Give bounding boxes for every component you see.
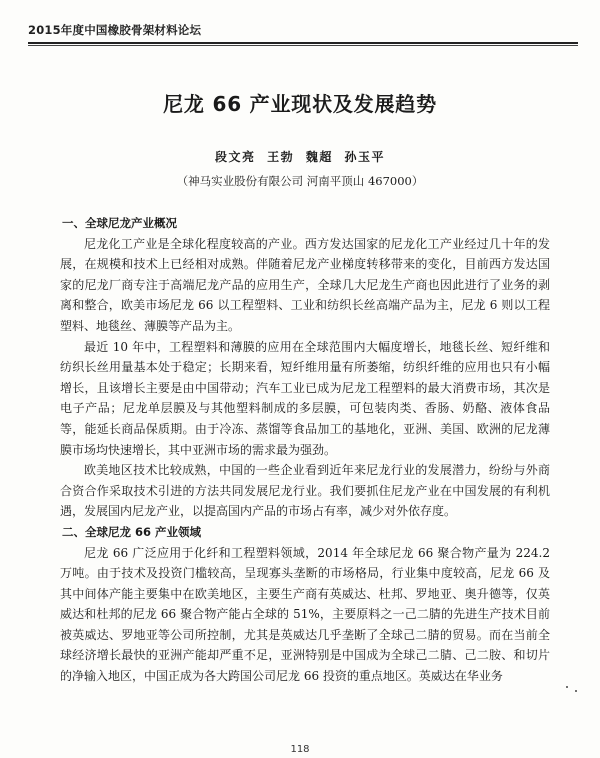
authors: 段文亮 王勃 魏超 孙玉平 (214, 150, 386, 164)
paragraph: 最近 10 年中，工程塑料和薄膜的应用在全球范围内大幅度增长，地毯长丝、短纤维和纺织长丝用量基本处于稳定；长期来看，短纤维用量有所萎缩，纺织纤维的应用也只有小幅增长，且该增长主要是由中国带动；汽车工业已成为尼龙工程塑料的最大消费市场，其次是电子产品；尼龙单层膜及与其他塑料制成的多层膜，可包装肉类、香肠、奶酪、液体食品等，能延长商品保质期。由于冷冻、蒸馏等食品加工的基地化，亚洲、美国、欧洲的尼龙薄膜市场均快速增长，其中亚洲市场的需求最为强劲。 (60, 339, 550, 457)
paragraph: 欧美地区技术比较成熟，中国的一些企业看到近年来尼龙行业的发展潜力，纷纷与外商合资合作采取技术引进的方法共同发展尼龙行业。我们要抓住尼龙产业在中国发展的有利机遇，发展国内尼龙产业，以提高国内产品的市场占有率，减少对外依存度。 (60, 463, 550, 519)
page-number: 118 (290, 744, 310, 755)
header-rule (28, 42, 578, 44)
affiliation: （神马实业股份有限公司 河南平顶山 467000） (176, 174, 424, 188)
paragraph: 尼龙 66 广泛应用于化纤和工程塑料领域，2014 年全球尼龙 66 聚合物产量为 224.2 万吨。由于技术及投资门槛较高，呈现寡头垄断的市场格局，行业集中度较高，尼龙 66 及其中间体产能主要集中在欧美地区，主要生产商有英威达、杜邦、罗地亚、奥升德等，仅英威达和杜邦的尼龙 66 聚合物产能占全球的 51%，主要原料之一己二腈的先进生产技术目前被英威达、罗地亚等公司所控制，尤其是英威达几乎垄断了全球己二腈的贸易。而在当前全球经济增长最快的亚洲产能却严重不足，亚洲特别是中国成为全球己二腈、己二胺、和切片的净输入地区，中国正成为各大跨国公司尼龙 66 投资的重点地区。英威达在华业务 (60, 545, 550, 684)
scan-speck (566, 686, 568, 688)
running-header: 2015年度中国橡胶骨架材料论坛 (28, 23, 202, 37)
body-text (60, 213, 550, 687)
paragraph: 尼龙化工产业是全球化程度较高的产业。西方发达国家的尼龙化工产业经过几十年的发展，在规模和技术上已经相对成熟。伴随着尼龙产业梯度转移带来的变化，目前西方发达国家的尼龙厂商专注于高端尼龙产品的应用生产，全球几大尼龙生产商也因此进行了业务的剥离和整合，欧美市场尼龙 66 以工程塑料、工业和纺织长丝高端产品为主，尼龙 6 则以工程塑料、地毯丝、薄膜等产品为主。 (60, 236, 550, 333)
section-heading-1: 一、全球尼龙产业概况 (62, 216, 177, 230)
scan-speck (575, 690, 577, 692)
section-heading-2: 二、全球尼龙 66 产业领域 (62, 524, 202, 539)
paper-title: 尼龙 66 产业现状及发展趋势 (163, 92, 437, 116)
header-rule-thin (28, 45, 578, 46)
